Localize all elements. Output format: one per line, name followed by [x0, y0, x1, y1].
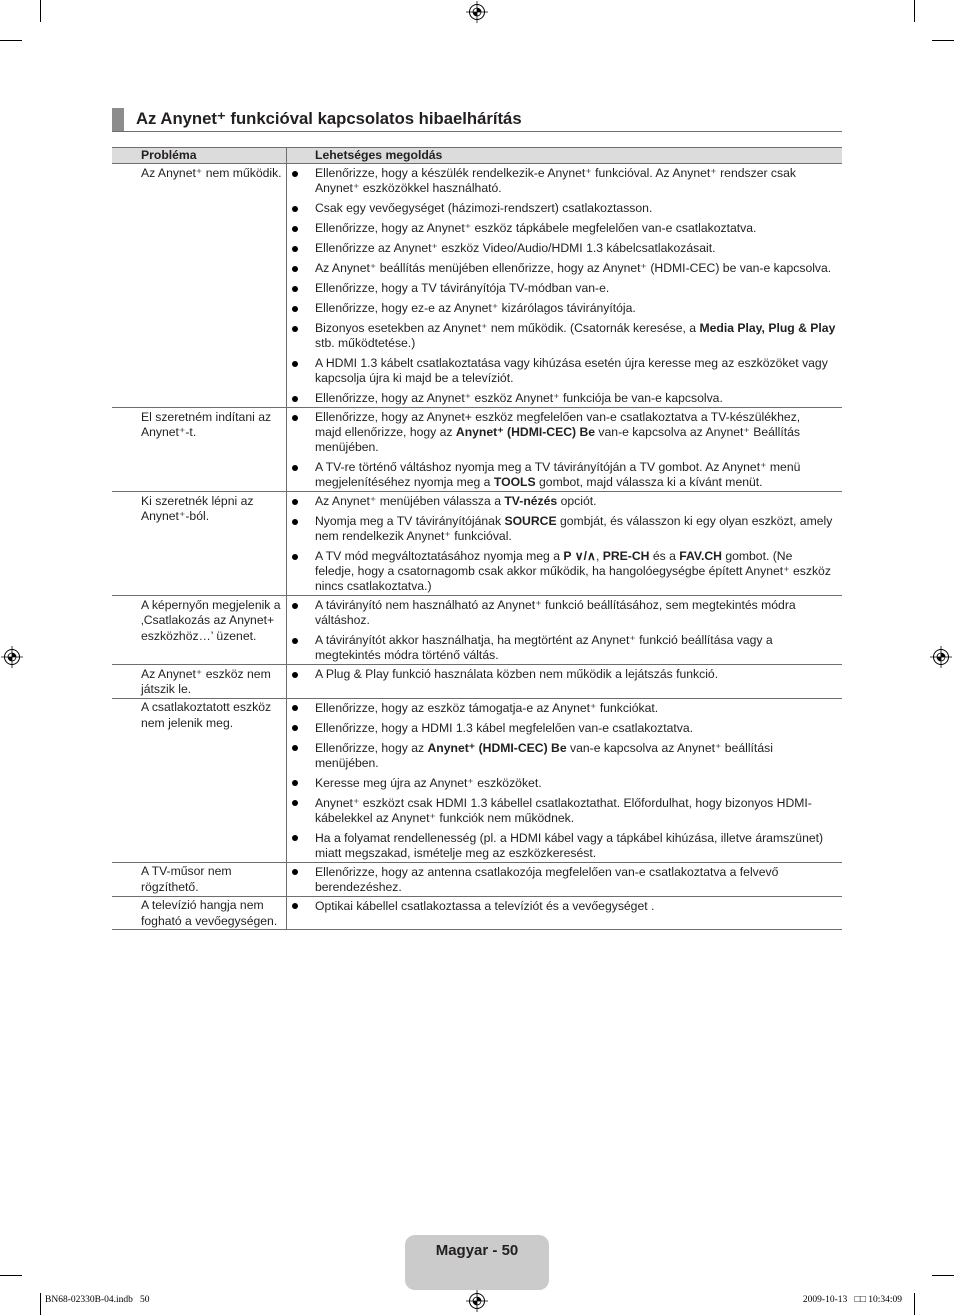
solution-text [315, 201, 842, 216]
print-timestamp: 2009-10-13 □□ 10:34:09 [802, 1295, 902, 1305]
table-header [112, 147, 842, 164]
solution-text [315, 831, 842, 861]
solution-text [315, 281, 842, 296]
registration-mark-icon [466, 1, 488, 23]
solution-text-segment: Anynet⁺ eszközt csak HDMI 1.3 kábellel csatlakoztathat. Előfordulhat, hogy bizonyos HDMI- kábelekkel az Anynet⁺ funkciók nem működnek. [315, 795, 812, 825]
registration-mark-icon [466, 1290, 488, 1312]
bullet-icon [292, 326, 298, 332]
solution-text [315, 221, 842, 236]
solution-text-bold: Anynet⁺ (HDMI-CEC) Be [427, 740, 567, 755]
solution-text [315, 667, 842, 682]
bullet-icon [292, 672, 298, 678]
solution-text [315, 321, 842, 351]
solution-text-segment: van-e kapcsolva az Anynet⁺ Beállítás menüjében. [315, 425, 800, 454]
solution-item [287, 549, 842, 594]
bullet-icon [292, 415, 298, 421]
solution-text-segment: van-e kapcsolva az Anynet⁺ beállítási menüjében. [315, 740, 773, 770]
solution-text-bold: P ∨/∧ [563, 549, 596, 563]
solution-text-bold: SOURCE [504, 514, 557, 528]
title-section [112, 108, 842, 132]
solution-text-segment: gombot. (Ne feledje, hogy a csatornagomb csak akkor működik, ha hangolóegységbe épített Anynet⁺ eszköz nincs csatlakoztatva.) [315, 549, 831, 593]
bullet-icon [292, 519, 298, 525]
solution-text [315, 796, 842, 826]
solutions-cell [287, 665, 842, 698]
solution-text-bold: Anynet⁺ (HDMI-CEC) Be [455, 425, 596, 439]
table-row [112, 897, 842, 931]
bullet-icon [292, 286, 298, 292]
solution-text-segment: Ellenőrizze, hogy a készülék rendelkezik-e Anynet⁺ funkcióval. Az Anynet⁺ rendszer csak Anynet⁺ eszközökkel használható. [315, 166, 796, 195]
bullet-icon [292, 725, 298, 731]
solution-item [287, 410, 842, 455]
crop-mark [0, 1275, 22, 1276]
solution-text-segment: Az Anynet⁺ menüjében válassza a [315, 494, 505, 508]
solution-text [315, 460, 842, 490]
solution-text-segment: Ellenőrizze, hogy az antenna csatlakozója megfelelően van-e csatlakoztatva a felvevő berendezéshez. [315, 864, 779, 894]
bullet-icon [292, 396, 298, 402]
solution-text-segment: Bizonyos esetekben az Anynet⁺ nem működik. (Csatornák keresése, a [315, 321, 700, 335]
solution-text [315, 899, 842, 914]
troubleshooting-table [112, 147, 842, 930]
table-row [112, 665, 842, 699]
page-title: Az Anynet⁺ funkcióval kapcsolatos hibaelhárítás [136, 109, 522, 128]
bullet-icon [292, 554, 298, 560]
bullet-icon [292, 306, 298, 312]
solution-text [315, 356, 842, 386]
bullet-icon [292, 246, 298, 252]
table-body [112, 164, 842, 930]
title-bar [112, 108, 124, 131]
solution-item [287, 460, 842, 490]
solutions-cell [287, 699, 842, 862]
solution-text-segment: gombot, majd válassza ki a kívánt menüt. [535, 475, 763, 489]
bullet-icon [292, 603, 298, 609]
solution-text [315, 633, 842, 663]
solution-item [287, 321, 842, 351]
bullet-icon [292, 171, 298, 177]
solution-text-bold: TV-nézés [504, 494, 558, 508]
problem-cell: A csatlakoztatott eszköz nem jelenik meg. [112, 699, 287, 862]
solutions-cell [287, 596, 842, 664]
solution-text-segment: opciót. [557, 494, 597, 508]
solution-item [287, 721, 842, 736]
solutions-cell [287, 863, 842, 896]
solution-item [287, 221, 842, 236]
solution-text-bold: Media Play, Plug & Play [699, 321, 836, 335]
solution-item [287, 281, 842, 296]
crop-mark [40, 1293, 41, 1315]
problem-cell: A TV-műsor nem rögzíthető. [112, 863, 287, 896]
solution-text [315, 549, 842, 594]
solution-text-segment: gombját, és válasszon ki egy olyan eszközt, amely nem rendelkezik Anynet⁺ funkcióval. [315, 514, 833, 543]
solution-text-segment: A HDMI 1.3 kábelt csatlakoztatása vagy kihúzása esetén újra keresse meg az eszközöket vagy kapcsolja újra ki majd be a televíziót. [315, 356, 828, 385]
solution-text-segment: Ellenőrizze, hogy az eszköz támogatja-e az Anynet⁺ funkciókat. [315, 700, 659, 715]
solution-text-segment: A TV-re történő váltáshoz nyomja meg a TV távirányítóján a TV gombot. Az Anynet⁺ menü megjelenítéséhez nyomja meg a [315, 460, 801, 489]
problem-cell: El szeretném indítani az Anynet⁺-t. [112, 408, 287, 491]
solution-text [315, 514, 842, 544]
solution-item [287, 301, 842, 316]
bullet-icon [292, 361, 298, 367]
table-row [112, 596, 842, 665]
crop-mark [914, 1293, 915, 1315]
solution-text [315, 494, 842, 509]
page-number-tab [405, 1235, 549, 1290]
solution-text-segment: Ellenőrizze, hogy a HDMI 1.3 kábel megfelelően van-e csatlakoztatva. [315, 720, 694, 735]
solution-text-segment: Ellenőrizze, hogy a TV távirányítója TV-módban van-e. [315, 281, 610, 295]
crop-mark [0, 40, 22, 41]
bullet-icon [292, 266, 298, 272]
solution-item [287, 494, 842, 509]
table-row [112, 699, 842, 863]
solution-text [315, 598, 842, 628]
print-file-info: BN68-02330B-04.indb 50 [45, 1295, 150, 1305]
solution-text-segment: és a [649, 549, 680, 563]
solution-item [287, 831, 842, 861]
problem-cell: A képernyőn megjelenik a ‚Csatlakozás az Anynet+ eszközhöz…’ üzenet. [112, 596, 287, 664]
bullet-icon [292, 499, 298, 505]
solution-text [315, 410, 842, 455]
solution-text-segment: Nyomja meg a TV távirányítójának [315, 514, 505, 528]
bullet-icon [292, 206, 298, 212]
solution-text-segment: A távirányító nem használható az Anynet⁺ funkció beállításához, sem megtekintés módra váltáshoz. [315, 598, 796, 627]
crop-mark [40, 0, 41, 22]
solution-text [315, 865, 842, 895]
solution-text [315, 166, 842, 196]
solution-item [287, 796, 842, 826]
solution-text [315, 301, 842, 316]
solution-text-bold: PRE-CH [602, 549, 650, 563]
problem-cell: Az Anynet⁺ eszköz nem játszik le. [112, 665, 287, 698]
solution-item [287, 391, 842, 406]
solution-item [287, 241, 842, 256]
bullet-icon [292, 835, 298, 841]
bullet-icon [292, 465, 298, 471]
solution-item [287, 201, 842, 216]
solution-text-bold: FAV.CH [679, 549, 722, 563]
solution-text [315, 741, 842, 771]
solution-text-segment: Ellenőrizze, hogy az [315, 740, 428, 755]
solution-text-segment: Csak egy vevőegységet (házimozi-rendszert) csatlakoztasson. [315, 201, 653, 215]
crop-mark [914, 0, 915, 22]
table-row [112, 863, 842, 897]
solution-item [287, 701, 842, 716]
header-solution: Lehetséges megoldás [315, 148, 443, 162]
solution-text-segment: Keresse meg újra az Anynet⁺ eszközöket. [315, 775, 542, 790]
problem-cell: Az Anynet⁺ nem működik. [112, 164, 287, 407]
bullet-icon [292, 903, 298, 909]
page-number-label: Magyar - 50 [435, 1242, 519, 1259]
bullet-icon [292, 780, 298, 786]
solution-item [287, 776, 842, 791]
crop-mark [932, 40, 954, 41]
table-row [112, 492, 842, 596]
solution-item [287, 356, 842, 386]
solution-text-segment: stb. működtetése.) [315, 336, 416, 350]
solution-text-segment: Ellenőrizze, hogy ez-e az Anynet⁺ kizárólagos távirányítója. [315, 301, 636, 315]
solution-text-segment: A távirányítót akkor használhatja, ha megtörtént az Anynet⁺ funkció beállítása vagy a megtekintés módra történő váltás. [315, 633, 773, 662]
solution-text [315, 721, 842, 736]
registration-mark-icon [1, 646, 23, 668]
solution-item [287, 598, 842, 628]
solution-text [315, 701, 842, 716]
solution-text-segment: Ellenőrizze az Anynet⁺ eszköz Video/Audio/HDMI 1.3 kábelcsatlakozásait. [315, 241, 716, 255]
solution-text [315, 241, 842, 256]
bullet-icon [292, 638, 298, 644]
bullet-icon [292, 226, 298, 232]
solution-item [287, 261, 842, 276]
solution-text-segment: , [595, 549, 603, 563]
table-row [112, 408, 842, 492]
bullet-icon [292, 800, 298, 806]
solutions-cell [287, 164, 842, 407]
problem-cell: A televízió hangja nem fogható a vevőegységen. [112, 897, 287, 930]
solution-item [287, 166, 842, 196]
solution-item [287, 633, 842, 663]
bullet-icon [292, 705, 298, 711]
solution-text-segment: Ellenőrizze, hogy az Anynet⁺ eszköz Anynet⁺ funkciója be van-e kapcsolva. [315, 391, 723, 405]
solution-text [315, 391, 842, 406]
bullet-icon [292, 869, 298, 875]
solution-text [315, 261, 842, 276]
solution-text-segment: Az Anynet⁺ beállítás menüjében ellenőrizze, hogy az Anynet⁺ (HDMI-CEC) be van-e kapcsolva. [315, 261, 832, 275]
solution-text-segment: A Plug & Play funkció használata közben nem működik a lejátszás funkció. [315, 667, 719, 681]
solution-item [287, 667, 842, 682]
problem-cell: Ki szeretnék lépni az Anynet⁺-ból. [112, 492, 287, 595]
solution-text-bold: TOOLS [493, 475, 536, 489]
solutions-cell [287, 408, 842, 491]
solution-item [287, 865, 842, 895]
solution-text [315, 776, 842, 791]
solutions-cell [287, 897, 842, 930]
solution-text-segment: Ha a folyamat rendellenesség (pl. a HDMI kábel vagy a tápkábel kihúzása, illetve áramszünet) miatt megszakad, ismételje meg az eszközkeresést. [315, 830, 824, 860]
solution-text-segment: Ellenőrizze, hogy az Anynet+ eszköz megfelelően van-e csatlakoztatva a TV-készülékhez, majd ellenőrizze, hogy az [315, 410, 801, 439]
solution-text-segment: Optikai kábellel csatlakoztassa a televíziót és a vevőegységet . [315, 898, 655, 913]
solution-item [287, 514, 842, 544]
solutions-cell [287, 492, 842, 595]
crop-mark [932, 1275, 954, 1276]
solution-item [287, 899, 842, 914]
solution-item [287, 741, 842, 771]
table-row [112, 164, 842, 408]
bullet-icon [292, 745, 298, 751]
solution-text-segment: A TV mód megváltoztatásához nyomja meg a [315, 549, 564, 563]
solution-text-segment: Ellenőrizze, hogy az Anynet⁺ eszköz tápkábele megfelelően van-e csatlakoztatva. [315, 221, 757, 235]
header-problem: Probléma [112, 148, 287, 163]
registration-mark-icon [930, 646, 952, 668]
